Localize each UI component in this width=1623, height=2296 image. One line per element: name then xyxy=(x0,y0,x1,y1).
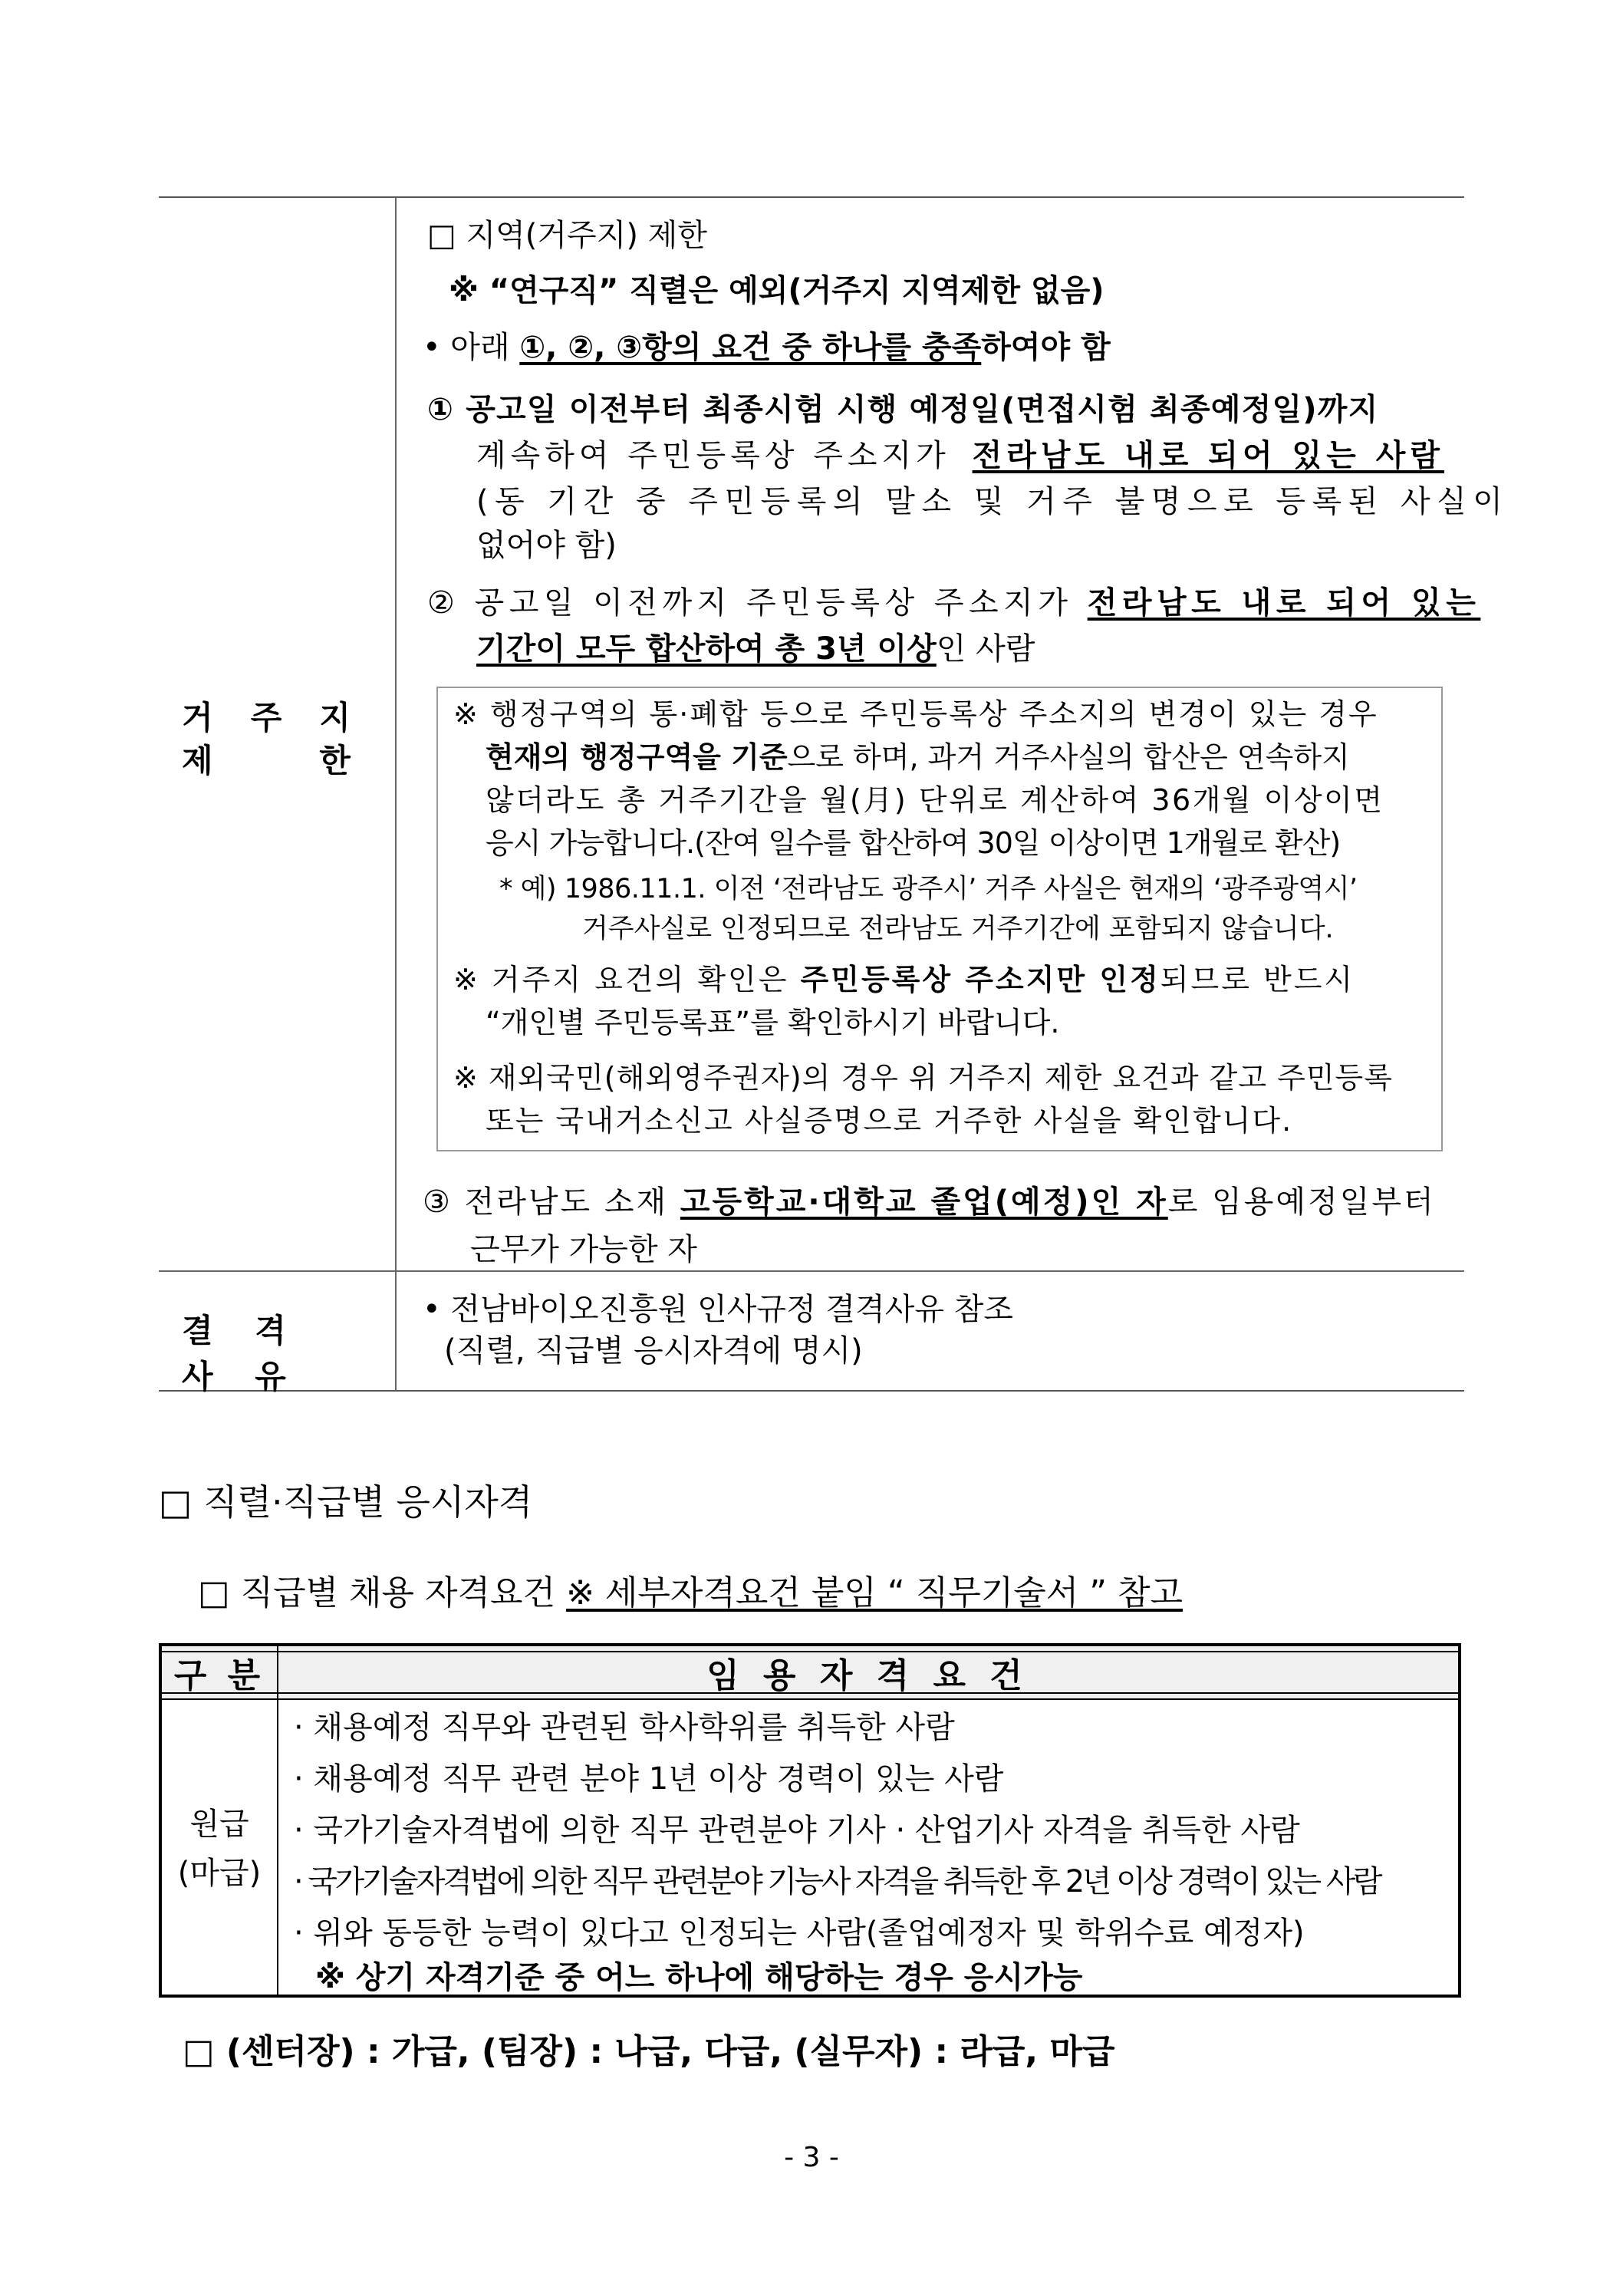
requirement-row: · 국가기술자격법에 의한 직무 관련분야 기능사 자격을 취득한 후 2년 이상 경력이 있는 사람 xyxy=(294,1864,1380,1899)
requirement-row: · 채용예정 직무 관련 분야 1년 이상 경력이 있는 사람 xyxy=(294,1761,1004,1797)
row-label-residency xyxy=(182,697,351,782)
note1-line3: 않더라도 총 거주기간을 월(月) 단위로 계산하여 36개월 이상이면 xyxy=(486,783,1384,817)
bold-text: 주민등록상 주소지만 인정 xyxy=(800,963,1160,996)
item1-line1 xyxy=(427,386,1444,433)
residency-table xyxy=(159,196,1509,1395)
text: 계속하여 주민등록상 주소지가 xyxy=(476,438,950,473)
grade-sublabel: (마급) xyxy=(177,1856,262,1891)
text: ※ 거주지 요건의 확인은 xyxy=(453,963,801,996)
item3-line2: 근무가 가능한 자 xyxy=(470,1232,697,1267)
text: 로 임용예정일부터 xyxy=(1167,1184,1436,1220)
header-requirements: 임 용 자 격 요 건 xyxy=(706,1656,1029,1695)
requirement-row: · 위와 동등한 능력이 있다고 인정되는 사람(졸업예정자 및 학위수료 예정자) xyxy=(294,1916,1305,1951)
table-divider xyxy=(395,198,397,1390)
text: • 아래 xyxy=(423,330,520,365)
underlined-text: 기간이 모두 합산하여 총 3년 이상 xyxy=(476,631,937,667)
table-divider xyxy=(277,1646,278,1995)
note3-line1: ※ 재외국민(해외영주권자)의 경우 위 거주지 제한 요건과 같고 주민등록 xyxy=(453,1061,1393,1095)
section-heading: □ 직렬·직급별 응시자격 xyxy=(159,1481,533,1523)
bold-text: 현재의 행정구역을 기준 xyxy=(486,740,788,774)
residency-heading: □ 지역(거주지) 제한 xyxy=(427,218,707,253)
table-divider xyxy=(159,1270,1464,1272)
underlined-text: 전라남도 내로 되어 있는 xyxy=(1087,585,1481,621)
item1-line3: (동 기간 중 주민등록의 말소 및 거주 불명으로 등록된 사실이 xyxy=(476,484,1509,519)
grade-cell xyxy=(162,1800,277,1898)
text: □ 직급별 채용 자격요건 xyxy=(198,1573,567,1612)
grade-footnote: □ (센터장) : 가급, (팀장) : 나급, 다급, (실무자) : 라급, 마급 xyxy=(183,2032,1115,2071)
research-exception-note: ※ “연구직” 직렬은 예외(거주지 지역제한 없음) xyxy=(449,273,1104,308)
text: ① 공고일 이전부터 최종시험 시행 예정일(면접시험 최종예정일)까지 xyxy=(427,392,1379,427)
item1-line4: 없어야 함) xyxy=(476,528,617,563)
table-note: ※ 상기 자격기준 중 어느 하나에 해당하는 경우 응시가능 xyxy=(315,1960,1083,1995)
text: 인 사람 xyxy=(936,631,1035,667)
requirement-row: · 국가기술자격법에 의한 직무 관련분야 기사 · 산업기사 자격을 취득한 사람 xyxy=(294,1813,1300,1848)
underlined-text: 고등학교·대학교 졸업(예정)인 자 xyxy=(680,1184,1168,1220)
note1-example-line1: * 예) 1986.11.1. 이전 ‘전라남도 광주시’ 거주 사실은 현재의 ‘광주광역시’ xyxy=(499,874,1358,904)
note3-line2: 또는 국내거소신고 사실증명으로 거주한 사실을 확인합니다. xyxy=(486,1104,1293,1138)
item2-line2 xyxy=(476,625,1035,673)
text: ② 공고일 이전까지 주민등록상 주소지가 xyxy=(427,585,1088,621)
item2-line1 xyxy=(427,579,1480,627)
underlined-text: ①, ②, ③항의 요건 중 하나를 충족 xyxy=(519,330,982,365)
disqualification-line1: • 전남바이오진흥원 인사규정 결격사유 참조 xyxy=(423,1292,1013,1327)
row-label-line: 거 주 지 xyxy=(182,699,351,736)
text: 하여야 함 xyxy=(981,330,1111,365)
underlined-text: ※ 세부자격요건 붙임 “ 직무기술서 ” 참고 xyxy=(566,1573,1183,1612)
text: 되므로 반드시 xyxy=(1160,963,1355,996)
qualification-table xyxy=(159,1643,1461,1998)
item3-line1 xyxy=(423,1178,1436,1226)
note1-line2 xyxy=(486,736,1350,779)
requirement-bullet xyxy=(423,324,1111,371)
note2-line1 xyxy=(453,958,1355,1001)
note1-line1: ※ 행정구역의 통·폐합 등으로 주민등록상 주소지의 변경이 있는 경우 xyxy=(453,697,1378,731)
requirement-row: · 채용예정 직무와 관련된 학사학위를 취득한 사람 xyxy=(294,1710,955,1745)
underlined-text: 전라남도 내로 되어 있는 사람 xyxy=(972,438,1444,473)
header-category: 구 분 xyxy=(173,1656,265,1695)
notes-box xyxy=(436,687,1443,1151)
note2-line2: “개인별 주민등록표”를 확인하시기 바랍니다. xyxy=(486,1006,1060,1039)
grade-label: 원급 xyxy=(189,1807,249,1842)
note1-example-line2: 거주사실로 인정되므로 전라남도 거주기간에 포함되지 않습니다. xyxy=(582,914,1334,944)
text: ③ 전라남도 소재 xyxy=(423,1184,680,1220)
page-number: - 3 - xyxy=(784,2142,839,2173)
note1-line4: 응시 가능합니다.(잔여 일수를 합산하여 30일 이상이면 1개월로 환산) xyxy=(486,826,1341,860)
item1-line2 xyxy=(476,432,1444,479)
disqualification-line2: (직렬, 직급별 응시자격에 명시) xyxy=(444,1333,863,1369)
row-label-disqualification: 결 격 사 유 xyxy=(182,1312,301,1395)
text: 으로 하며, 과거 거주사실의 합산은 연속하지 xyxy=(787,740,1350,774)
sub-heading xyxy=(198,1565,1183,1614)
row-label-line: 제 한 xyxy=(182,742,351,779)
